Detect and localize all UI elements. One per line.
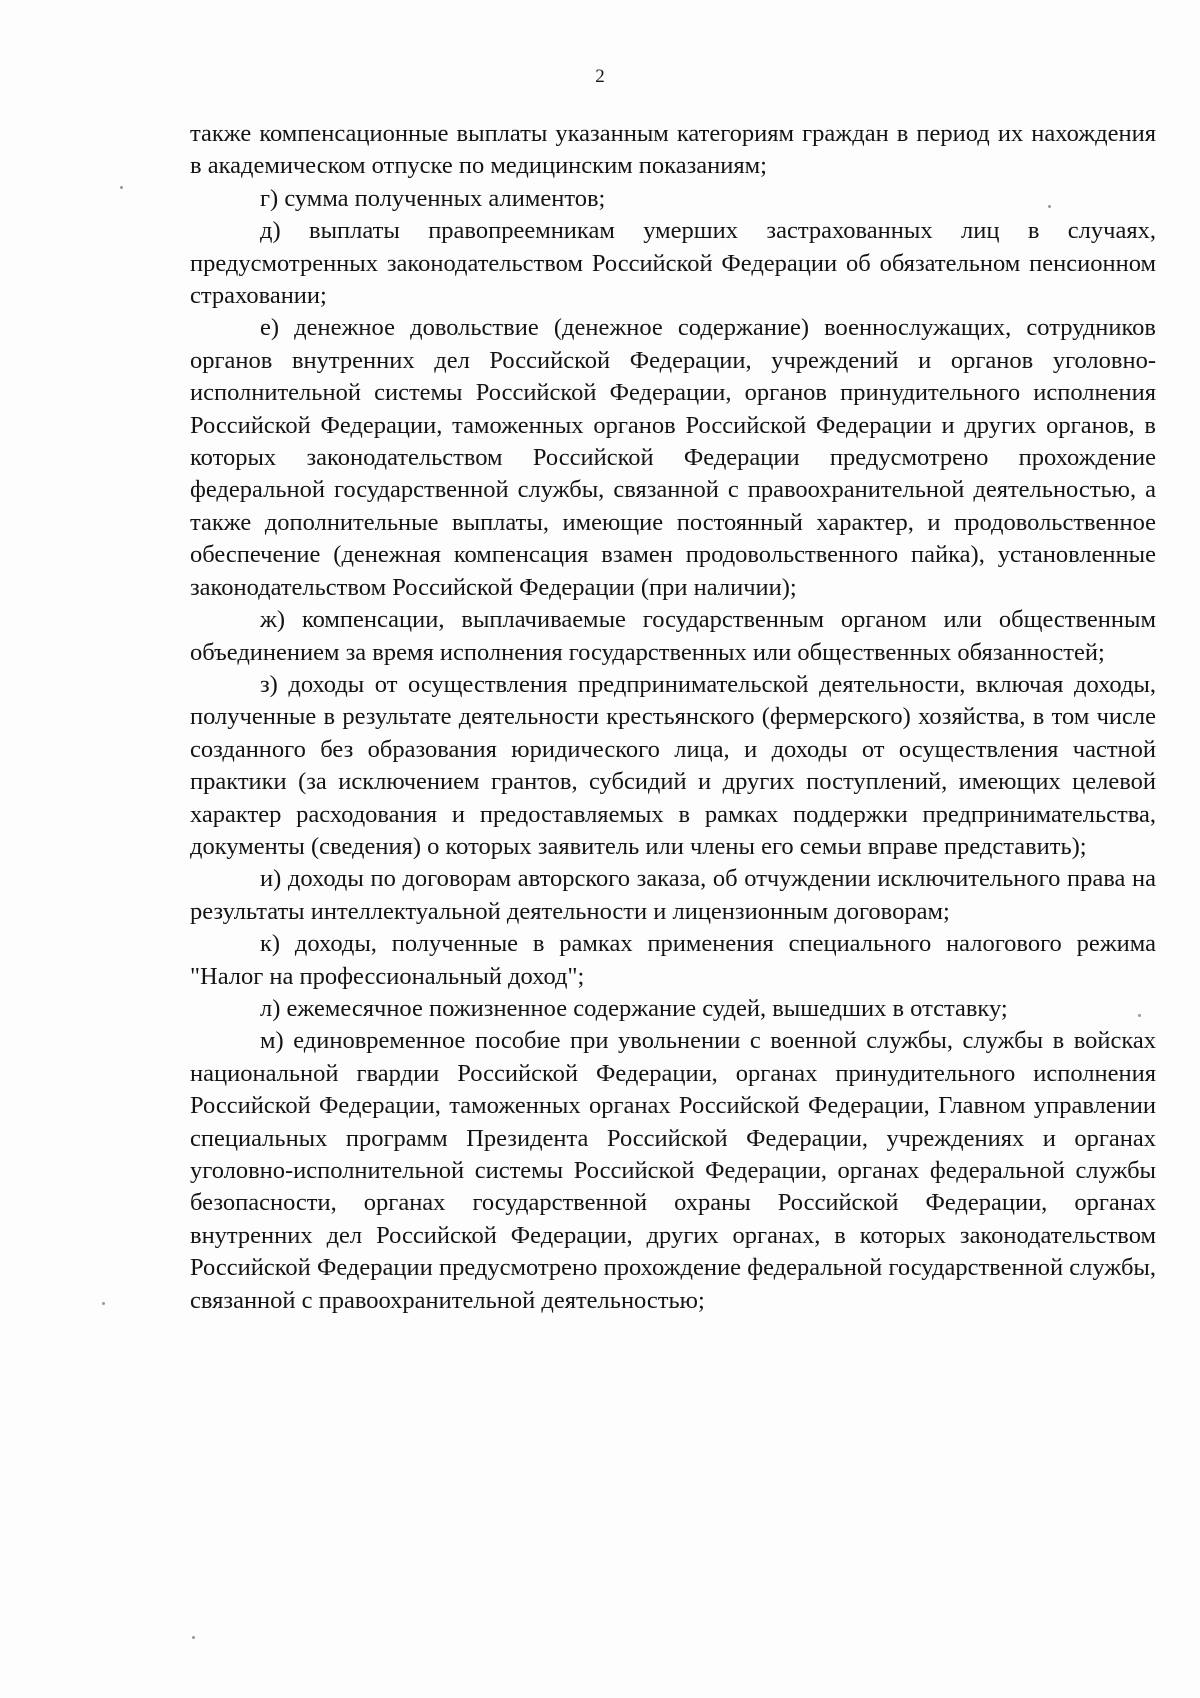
- paragraph-item-g: г) сумма полученных алиментов;: [260, 184, 606, 212]
- paragraph-item-i: и) доходы по договорам авторского заказа, об отчуждении исключительного права на результаты интеллектуальной деятельности и лицензионным договорам;: [190, 865, 1156, 925]
- paragraph-item-e: е) денежное довольствие (денежное содержание) военнослужащих, сотрудников органов внутренних дел Российской Федерации, учреждений и органов уголовно-исполнительной системы Российской Федерации, органов принудительного исполнения Российской Федерации, таможенных органов Российской Федерации и других органов, в которых законодательством Российской Федерации предусмотрено прохождение федеральной государственной службы, связанной с правоохранительной деятельностью, а также дополнительные выплаты, имеющие постоянный характер, и продовольственное обеспечение (денежная компенсация взамен продовольственного пайка), установленные законодательством Российской Федерации (при наличии);: [190, 314, 1156, 601]
- document-body: [190, 118, 1156, 1317]
- paragraph-item-l: л) ежемесячное пожизненное содержание судей, вышедших в отставку;: [260, 994, 1008, 1022]
- paragraph-item-k: к) доходы, полученные в рамках применения специального налогового режима "Налог на профессиональный доход";: [190, 930, 1156, 990]
- paragraph-item-z: з) доходы от осуществления предпринимательской деятельности, включая доходы, полученные в результате деятельности крестьянского (фермерского) хозяйства, в том числе созданного без образования юридического лица, и доходы от осуществления частной практики (за исключением грантов, субсидий и других поступлений, имеющих целевой характер расходования и предоставляемых в рамках поддержки предпринимательства, документы (сведения) о которых заявитель или члены его семьи вправе представить);: [190, 670, 1156, 860]
- paragraph-item-d: д) выплаты правопреемникам умерших застрахованных лиц в случаях, предусмотренных законодательством Российской Федерации об обязательном пенсионном страховании;: [190, 217, 1156, 310]
- page-number: 2: [595, 66, 605, 87]
- scan-speck: [102, 1302, 105, 1305]
- scan-speck: [192, 1636, 195, 1639]
- scan-speck: [1138, 1014, 1141, 1017]
- paragraph-item-m: м) единовременное пособие при увольнении с военной службы, службы в войсках национальной гвардии Российской Федерации, органах принудительного исполнения Российской Федерации, таможенных органах Российской Федерации, Главном управлении специальных программ Президента Российской Федерации, учреждениях и органах уголовно-исполнительной системы Российской Федерации, органах федеральной службы безопасности, органах государственной охраны Российской Федерации, органах внутренних дел Российской Федерации, других органах, в которых законодательством Российской Федерации предусмотрено прохождение федеральной государственной службы, связанной с правоохранительной деятельностью;: [190, 1027, 1156, 1314]
- paragraph-item-zh: ж) компенсации, выплачиваемые государственным органом или общественным объединением за время исполнения государственных или общественных обязанностей;: [190, 606, 1156, 666]
- scan-speck: [120, 186, 123, 189]
- scan-speck: [1048, 205, 1051, 208]
- paragraph-continuation: также компенсационные выплаты указанным категориям граждан в период их нахождения в академическом отпуске по медицинским показаниям;: [190, 120, 1156, 180]
